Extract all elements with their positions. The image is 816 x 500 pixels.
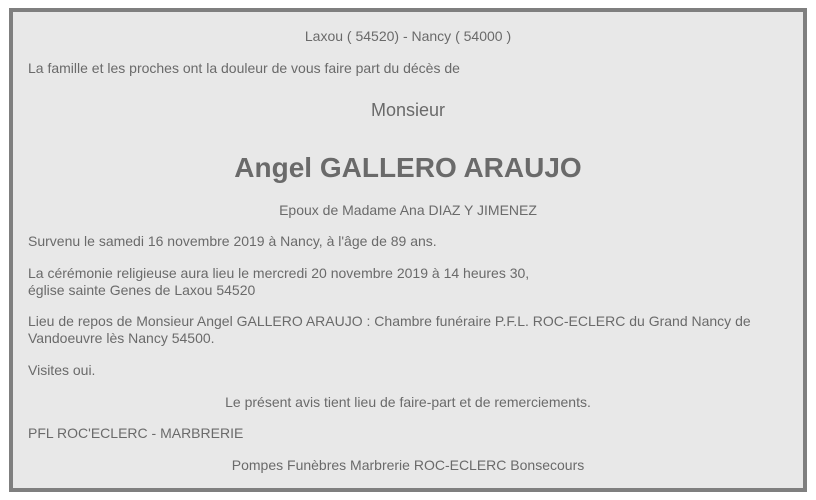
deceased-name: Angel GALLERO ARAUJO	[234, 152, 582, 183]
acknowledgement-note: Le présent avis tient lieu de faire-part et de remerciements.	[225, 394, 591, 410]
obituary-notice	[9, 8, 807, 492]
spouse-line: Epoux de Madame Ana DIAZ Y JIMENEZ	[279, 202, 537, 218]
rest-place: Lieu de repos de Monsieur Angel GALLERO ARAUJO : Chambre funéraire P.F.L. ROC-ECLERC du Grand Nancy de Vandoeuvre lès Nancy 54500.	[28, 313, 751, 346]
death-info: Survenu le samedi 16 novembre 2019 à Nancy, à l'âge de 89 ans.	[28, 233, 437, 249]
company-short: PFL ROC'ECLERC - MARBRERIE	[28, 425, 244, 441]
intro-text: La famille et les proches ont la douleur de vous faire part du décès de	[28, 60, 460, 76]
location-line: Laxou ( 54520) - Nancy ( 54000 )	[304, 28, 512, 44]
company-full: Pompes Funèbres Marbrerie ROC-ECLERC Bonsecours	[231, 457, 585, 473]
ceremony-line-1: La cérémonie religieuse aura lieu le mercredi 20 novembre 2019 à 14 heures 30,	[28, 265, 530, 281]
honorific: Monsieur	[370, 100, 446, 120]
ceremony-line-2: église sainte Genes de Laxou 54520	[28, 282, 256, 298]
visits-info: Visites oui.	[28, 362, 96, 378]
